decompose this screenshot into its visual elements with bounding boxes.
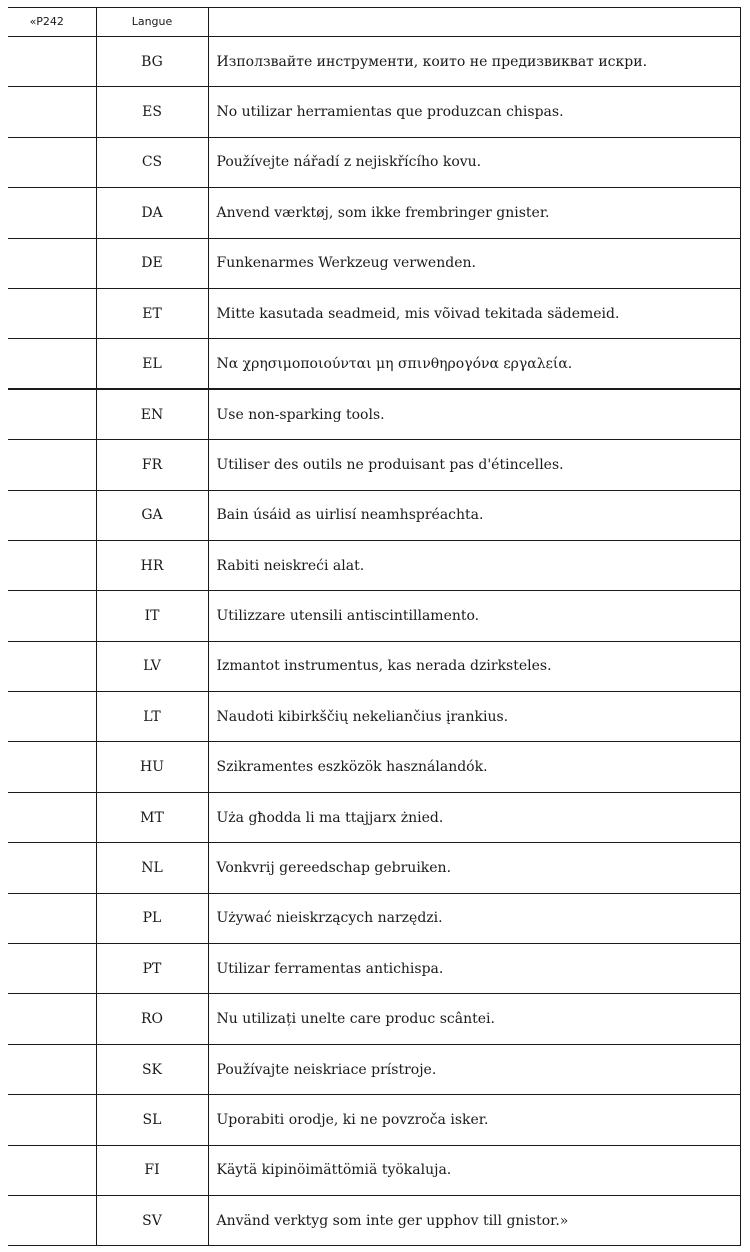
table-row bbox=[8, 994, 740, 1044]
table-header-row bbox=[8, 8, 740, 37]
table-row bbox=[8, 490, 740, 540]
table-row bbox=[8, 238, 740, 288]
table-row bbox=[8, 591, 740, 641]
table-row bbox=[8, 440, 740, 490]
phrase-code-cell bbox=[8, 188, 96, 238]
phrase-text-cell: Funkenarmes Werkzeug verwenden. bbox=[208, 238, 740, 288]
phrase-code-cell bbox=[8, 540, 96, 590]
phrase-code-cell bbox=[8, 591, 96, 641]
language-code-cell: CS bbox=[96, 137, 208, 187]
table-row bbox=[8, 692, 740, 742]
table-row bbox=[8, 1095, 740, 1145]
table-row bbox=[8, 137, 740, 187]
phrase-text-cell: Uża għodda li ma ttajjarx żnied. bbox=[208, 792, 740, 842]
phrase-text-cell: No utilizar herramientas que produzcan chispas. bbox=[208, 87, 740, 137]
table-row bbox=[8, 792, 740, 842]
phrase-text-cell: Izmantot instrumentus, kas nerada dzirksteles. bbox=[208, 641, 740, 691]
language-code-cell: PT bbox=[96, 944, 208, 994]
phrase-text-cell: Mitte kasutada seadmeid, mis võivad tekitada sädemeid. bbox=[208, 288, 740, 338]
phrase-code-cell bbox=[8, 641, 96, 691]
phrase-code-cell bbox=[8, 1095, 96, 1145]
table-row bbox=[8, 87, 740, 137]
table-row bbox=[8, 1044, 740, 1094]
phrase-code-cell bbox=[8, 742, 96, 792]
phrase-text-cell: Používejte nářadí z nejiskřícího kovu. bbox=[208, 137, 740, 187]
phrase-code-cell bbox=[8, 1044, 96, 1094]
phrase-text-cell: Anvend værktøj, som ikke frembringer gnister. bbox=[208, 188, 740, 238]
phrase-text-cell: Używać nieiskrzących narzędzi. bbox=[208, 893, 740, 943]
language-code-cell: ET bbox=[96, 288, 208, 338]
phrase-code-cell bbox=[8, 137, 96, 187]
phrase-text-header bbox=[208, 8, 740, 37]
language-code-cell: LV bbox=[96, 641, 208, 691]
table-row bbox=[8, 843, 740, 893]
phrase-text-cell: Utilizar ferramentas antichispa. bbox=[208, 944, 740, 994]
table-row bbox=[8, 1195, 740, 1245]
language-code-cell: NL bbox=[96, 843, 208, 893]
phrase-text-cell: Naudoti kibirkščių nekeliančius įrankius. bbox=[208, 692, 740, 742]
phrase-code-cell bbox=[8, 792, 96, 842]
phrase-text-cell: Use non-sparking tools. bbox=[208, 389, 740, 439]
language-code-cell: IT bbox=[96, 591, 208, 641]
table-row bbox=[8, 188, 740, 238]
language-code-cell: FR bbox=[96, 440, 208, 490]
phrase-text-cell: Vonkvrij gereedschap gebruiken. bbox=[208, 843, 740, 893]
phrase-text-cell: Käytä kipinöimättömiä työkaluja. bbox=[208, 1145, 740, 1195]
phrase-text-cell: Να χρησιμοποιούνται μη σπινθηρογόνα εργαλεία. bbox=[208, 339, 740, 389]
phrase-code-cell bbox=[8, 37, 96, 87]
table-row bbox=[8, 339, 740, 389]
language-code-cell: FI bbox=[96, 1145, 208, 1195]
phrase-code-header: «P242 bbox=[8, 8, 96, 37]
language-code-cell: DE bbox=[96, 238, 208, 288]
language-code-cell: HR bbox=[96, 540, 208, 590]
phrase-text-cell: Använd verktyg som inte ger upphov till gnistor.» bbox=[208, 1195, 740, 1245]
precautionary-phrase-table bbox=[8, 7, 741, 1246]
phrase-text-cell: Používajte neiskriace prístroje. bbox=[208, 1044, 740, 1094]
table-body bbox=[8, 8, 740, 1246]
language-code-cell: DA bbox=[96, 188, 208, 238]
table-row bbox=[8, 893, 740, 943]
phrase-code-cell bbox=[8, 1195, 96, 1245]
language-header: Langue bbox=[96, 8, 208, 37]
table-row bbox=[8, 1145, 740, 1195]
language-code-cell: GA bbox=[96, 490, 208, 540]
language-code-cell: ES bbox=[96, 87, 208, 137]
table-row bbox=[8, 641, 740, 691]
phrase-code-cell bbox=[8, 440, 96, 490]
language-code-cell: HU bbox=[96, 742, 208, 792]
phrase-code-cell bbox=[8, 994, 96, 1044]
phrase-code-cell bbox=[8, 288, 96, 338]
phrase-code-cell bbox=[8, 490, 96, 540]
language-code-cell: EN bbox=[96, 389, 208, 439]
language-code-cell: SV bbox=[96, 1195, 208, 1245]
phrase-code-cell bbox=[8, 238, 96, 288]
language-code-cell: PL bbox=[96, 893, 208, 943]
language-code-cell: MT bbox=[96, 792, 208, 842]
table-row bbox=[8, 944, 740, 994]
table-row bbox=[8, 288, 740, 338]
phrase-code-cell bbox=[8, 339, 96, 389]
phrase-text-cell: Използвайте инструменти, които не предизвикват искри. bbox=[208, 37, 740, 87]
phrase-text-cell: Nu utilizați unelte care produc scântei. bbox=[208, 994, 740, 1044]
phrase-code-cell bbox=[8, 692, 96, 742]
table-row bbox=[8, 37, 740, 87]
phrase-text-cell: Utiliser des outils ne produisant pas d'étincelles. bbox=[208, 440, 740, 490]
language-code-cell: EL bbox=[96, 339, 208, 389]
phrase-code-cell bbox=[8, 843, 96, 893]
table-row bbox=[8, 389, 740, 439]
language-code-cell: LT bbox=[96, 692, 208, 742]
phrase-text-cell: Rabiti neiskreći alat. bbox=[208, 540, 740, 590]
phrase-text-cell: Bain úsáid as uirlisí neamhspréachta. bbox=[208, 490, 740, 540]
table-row bbox=[8, 742, 740, 792]
table-row bbox=[8, 540, 740, 590]
phrase-code-cell bbox=[8, 389, 96, 439]
language-code-cell: BG bbox=[96, 37, 208, 87]
phrase-text-cell: Utilizzare utensili antiscintillamento. bbox=[208, 591, 740, 641]
phrase-text-cell: Szikramentes eszközök használandók. bbox=[208, 742, 740, 792]
language-code-cell: SK bbox=[96, 1044, 208, 1094]
phrase-text-cell: Uporabiti orodje, ki ne povzroča isker. bbox=[208, 1095, 740, 1145]
phrase-code-cell bbox=[8, 1145, 96, 1195]
language-code-cell: RO bbox=[96, 994, 208, 1044]
phrase-code-cell bbox=[8, 87, 96, 137]
phrase-code-cell bbox=[8, 944, 96, 994]
language-code-cell: SL bbox=[96, 1095, 208, 1145]
phrase-code-cell bbox=[8, 893, 96, 943]
